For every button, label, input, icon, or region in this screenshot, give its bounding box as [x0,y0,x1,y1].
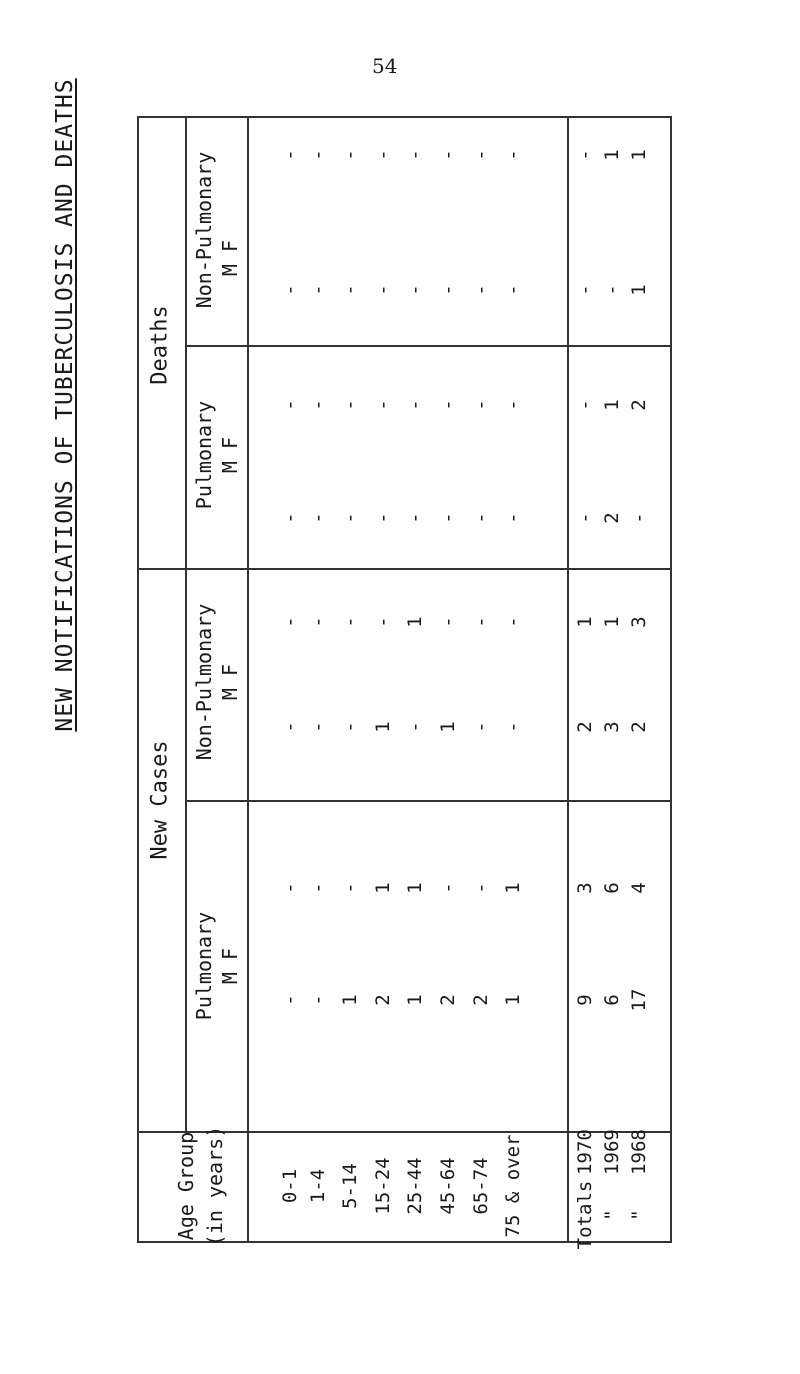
table-left-border [137,116,139,1243]
newcases-subdivider [185,800,672,802]
totals-divider [567,116,569,1243]
group-label-divider [185,116,187,1131]
table-right-border [670,116,672,1243]
page-number: 54 [372,54,398,78]
deaths-newcases-divider [137,568,672,570]
header-body-divider [247,116,249,1243]
deaths-subdivider [185,345,672,347]
table-top-border [137,116,672,118]
